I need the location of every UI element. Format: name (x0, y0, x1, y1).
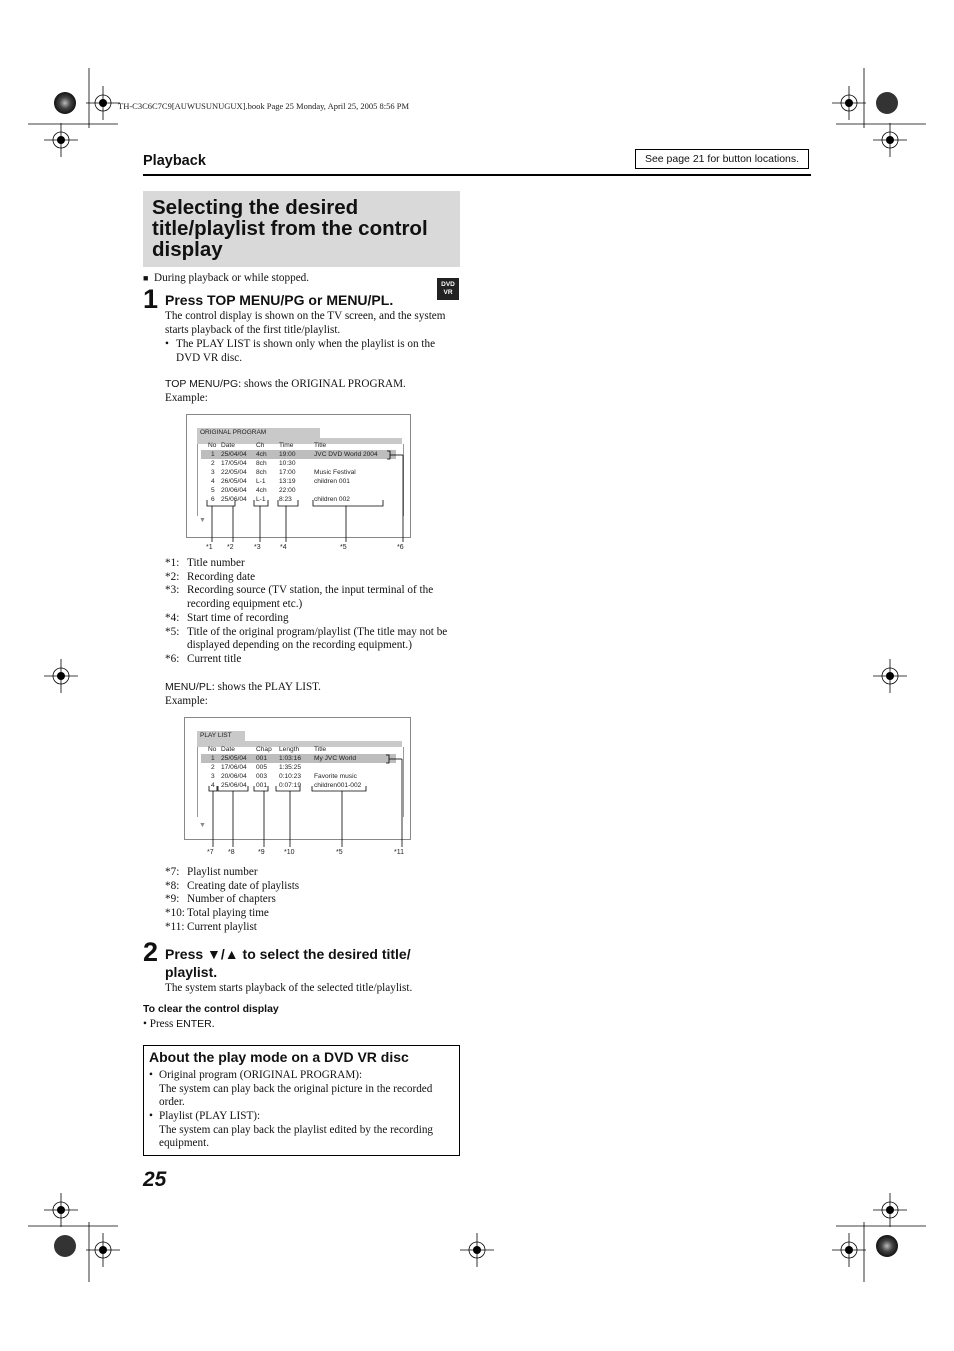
step-2-body: The system starts playback of the selected title/playlist. (165, 982, 413, 994)
callout-8: *8 (228, 849, 235, 856)
footnote-item: recording equipment etc.) (187, 598, 303, 611)
crosshair-mark-right-mid (873, 659, 907, 693)
callout-2: *2 (227, 544, 234, 551)
top-menu-line (165, 378, 406, 392)
badge-line-1: DVD (441, 281, 455, 288)
color-wheel-mark-bottom-right (876, 1235, 898, 1257)
screen-2-row: 1 25/05/04 001 1:03:16 My JVC World (201, 754, 396, 763)
crosshair-mark-right-bottom (873, 1193, 907, 1227)
footnotes-1 (165, 557, 465, 667)
screen-1-row: 1 25/04/04 4ch 19:00 JVC DVD World 2004 (201, 450, 396, 459)
condition-line (143, 272, 309, 286)
step-2-prefix: Press (165, 946, 204, 962)
callout-5: *5 (340, 544, 347, 551)
crosshair-mark-left-top (44, 123, 78, 157)
crosshair-mark-bottom-right (832, 1233, 866, 1267)
callout-11: *11 (394, 849, 404, 856)
footnote-item: *10: Total playing time (165, 907, 269, 920)
enter-key: ENTER (176, 1018, 212, 1030)
bracket-current (387, 451, 390, 459)
clear-instruction: • Press ENTER. (143, 1018, 215, 1030)
about-item-2: • Playlist (PLAY LIST): The system can play back the playlist edited by the recording equipment. (149, 1110, 434, 1150)
crosshair-mark-top-left (86, 86, 120, 120)
clear-heading: To clear the control display (143, 1003, 279, 1015)
screen-1-tab: ORIGINAL PROGRAM (197, 428, 320, 438)
gray-dot-mark-bottom-left (54, 1235, 76, 1257)
crosshair-mark-top-right (832, 86, 866, 120)
dvd-vr-badge (437, 278, 459, 300)
callout-6: *6 (397, 544, 404, 551)
file-header: TH-C3C6C7C9[AUWUSUNUGUX].book Page 25 Monday, April 25, 2005 8:56 PM (118, 101, 410, 111)
scroll-down-icon: ▼ (199, 821, 206, 829)
footnote-item: *7: Playlist number (165, 866, 258, 878)
color-wheel-mark-top-left (54, 92, 76, 114)
screen-2-callouts (184, 717, 416, 859)
step-1-number: 1 (143, 284, 159, 314)
crosshair-mark-left-bottom (44, 1193, 78, 1227)
footnote-item: *2: Recording date (165, 570, 256, 583)
callout-7: *7 (207, 849, 214, 856)
about-item-1: • Original program (ORIGINAL PROGRAM): The system can play back the original picture in the recorded order. (149, 1069, 433, 1109)
top-menu-desc: : shows the ORIGINAL PROGRAM. (238, 378, 406, 390)
step-2-line2: playlist. (165, 964, 218, 980)
header-rule (143, 174, 811, 176)
screen-2-row: 3 20/06/04 003 0:10:23 Favorite music (211, 773, 357, 780)
footnote-item: *11: Current playlist (165, 920, 257, 933)
callout-9: *9 (258, 849, 265, 856)
callout-5b: *5 (336, 849, 343, 856)
footnote-item: *9: Number of chapters (165, 893, 276, 906)
crosshair-mark-left-mid (44, 659, 78, 693)
screen-1-row: 5 20/06/04 4ch 22:00 (211, 487, 296, 494)
screen-1-row: 4 26/05/04 L-1 13:19 children 001 (211, 478, 350, 485)
footnote-item: displayed depending on the recording equipment.) (187, 639, 412, 652)
step-1-body: The control display is shown on the TV screen, and the system starts playback of the first title/playlist. (165, 310, 446, 336)
step-2-heading (165, 945, 465, 981)
step-2-suffix: to select the desired title/ (242, 946, 411, 962)
badge-line-2: VR (443, 289, 453, 296)
footnote-item: *1: Title number (165, 557, 245, 569)
about-play-mode-box (143, 1045, 460, 1156)
crosshair-mark-bottom-left (86, 1233, 120, 1267)
page-number: 25 (143, 1168, 167, 1191)
screen-1-callouts (186, 414, 416, 554)
footnote-item: *8: Creating date of playlists (165, 879, 300, 892)
footnote-item: *3: Recording source (TV station, the input terminal of the (165, 584, 434, 597)
page-title: Selecting the desired title/playlist from the control display (152, 196, 428, 261)
footnotes-2 (165, 866, 465, 935)
section-label: Playback (143, 153, 206, 169)
bracket-ch (254, 500, 268, 506)
bracket-date (207, 500, 235, 506)
see-page-note: See page 21 for button locations. (635, 149, 809, 169)
callout-1: *1 (206, 544, 213, 551)
bracket-time (278, 500, 298, 506)
clear-press: Press (149, 1018, 174, 1030)
scroll-down-icon: ▼ (199, 516, 206, 524)
example-label-2: Example: (165, 695, 208, 707)
square-bullet-icon: ■ (143, 273, 149, 283)
step-1-bullet: • The PLAY LIST is shown only when the playlist is on the DVD VR disc. (165, 338, 461, 365)
screen-1-row: 6 25/06/04 L-1 8:23 children 002 (211, 496, 350, 503)
top-menu-key: TOP MENU/PG (165, 378, 239, 390)
crosshair-mark-bottom-center (460, 1233, 494, 1267)
screen-1-header-row: No Date Ch Time Title (208, 442, 327, 449)
screen-1-row: 3 22/05/04 8ch 17:00 Music Festival (211, 469, 356, 476)
menu-key: MENU/PL (165, 681, 212, 693)
step-1-bullet-text: The PLAY LIST is shown only when the playlist is on the DVD VR disc. (176, 338, 436, 364)
about-heading: About the play mode on a DVD VR disc (149, 1049, 409, 1065)
callout-4: *4 (280, 544, 287, 551)
example-label-1: Example: (165, 392, 208, 404)
callout-3: *3 (254, 544, 261, 551)
screen-2-header-row: No Date Chap Length Title (208, 746, 327, 753)
footnote-item: *4: Start time of recording (165, 611, 289, 624)
screen-2-tab: PLAY LIST (197, 731, 245, 741)
menu-desc: : shows the PLAY LIST. (211, 681, 321, 693)
callout-10: *10 (284, 849, 295, 856)
bracket-title (313, 500, 383, 506)
step-1-heading: Press TOP MENU/PG or MENU/PL. (165, 292, 394, 308)
gray-dot-mark-top-right (876, 92, 898, 114)
down-up-arrow-icon: ▼/▲ (207, 946, 239, 962)
footnote-item: *6: Current title (165, 652, 242, 665)
footnote-item: *5: Title of the original program/playlist (The title may not be (165, 625, 448, 638)
screen-2-row: 4 25/06/04 001 0:07:19 children001-002 (211, 782, 362, 789)
menu-line (165, 681, 321, 695)
screen-2-row: 2 17/06/04 005 1:35:25 (211, 764, 301, 771)
crosshair-mark-right-top (873, 123, 907, 157)
screen-1-row: 2 17/05/04 8ch 10:30 (211, 460, 296, 467)
step-2-number: 2 (143, 937, 159, 967)
condition-text: During playback or while stopped. (154, 272, 310, 284)
